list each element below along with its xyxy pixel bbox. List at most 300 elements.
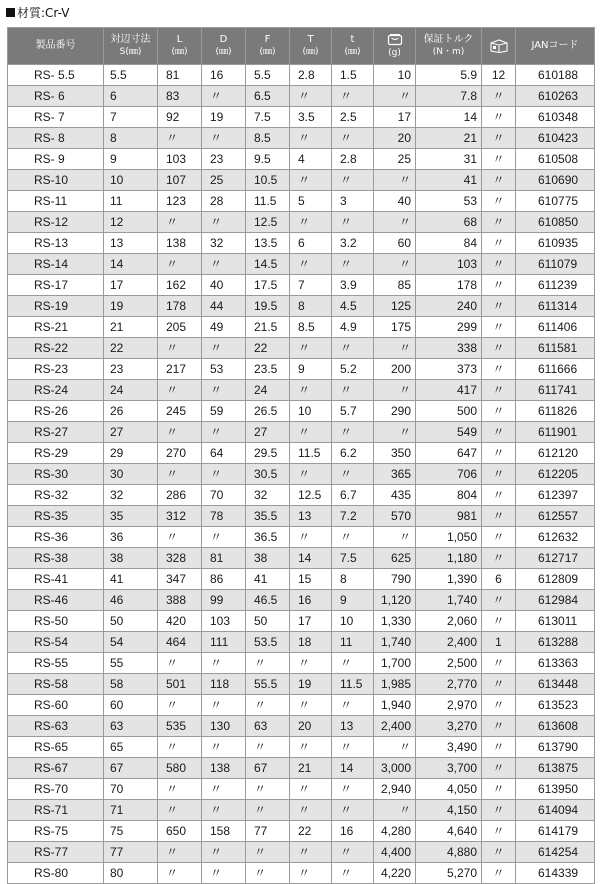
cell-dimension-t-lower: 7.2 bbox=[332, 506, 374, 527]
cell-guaranteed-torque: 84 bbox=[416, 233, 482, 254]
cell-quantity: 〃 bbox=[482, 464, 516, 485]
cell-dimension-t-lower: 〃 bbox=[332, 737, 374, 758]
cell-dimension-t-upper: 3.5 bbox=[290, 107, 332, 128]
cell-product-number: RS-70 bbox=[8, 779, 104, 800]
cell-diameter-d: 111 bbox=[202, 632, 246, 653]
cell-quantity: 〃 bbox=[482, 212, 516, 233]
cell-product-number: RS-32 bbox=[8, 485, 104, 506]
cell-weight: 570 bbox=[374, 506, 416, 527]
cell-dimension-f: 12.5 bbox=[246, 212, 290, 233]
cell-guaranteed-torque: 373 bbox=[416, 359, 482, 380]
cell-dimension-t-upper: 〃 bbox=[290, 737, 332, 758]
cell-dimension-t-upper: 〃 bbox=[290, 842, 332, 863]
cell-jan-code: 610423 bbox=[516, 128, 595, 149]
table-row bbox=[8, 65, 595, 86]
cell-quantity: 〃 bbox=[482, 86, 516, 107]
cell-diameter-d: 59 bbox=[202, 401, 246, 422]
cell-quantity: 6 bbox=[482, 569, 516, 590]
header-t-lower: t (㎜) bbox=[332, 28, 374, 65]
cell-length-l: 〃 bbox=[158, 380, 202, 401]
cell-product-number: RS- 8 bbox=[8, 128, 104, 149]
cell-guaranteed-torque: 706 bbox=[416, 464, 482, 485]
cell-length-l: 81 bbox=[158, 65, 202, 86]
cell-quantity: 〃 bbox=[482, 674, 516, 695]
cell-weight: 〃 bbox=[374, 800, 416, 821]
cell-diameter-d: 〃 bbox=[202, 254, 246, 275]
cell-diameter-d: 78 bbox=[202, 506, 246, 527]
cell-dimension-t-lower: 8 bbox=[332, 569, 374, 590]
cell-length-l: 123 bbox=[158, 191, 202, 212]
cell-guaranteed-torque: 299 bbox=[416, 317, 482, 338]
cell-quantity: 〃 bbox=[482, 359, 516, 380]
cell-length-l: 103 bbox=[158, 149, 202, 170]
cell-dimension-t-lower: 7.5 bbox=[332, 548, 374, 569]
cell-dimension-f: 〃 bbox=[246, 737, 290, 758]
cell-product-number: RS-65 bbox=[8, 737, 104, 758]
cell-dimension-t-upper: 17 bbox=[290, 611, 332, 632]
cell-dimension-f: 46.5 bbox=[246, 590, 290, 611]
cell-product-number: RS-14 bbox=[8, 254, 104, 275]
cell-product-number: RS-63 bbox=[8, 716, 104, 737]
cell-product-number: RS-17 bbox=[8, 275, 104, 296]
table-row bbox=[8, 485, 595, 506]
table-row bbox=[8, 464, 595, 485]
package-box-icon bbox=[489, 39, 509, 53]
cell-diameter-d: 〃 bbox=[202, 695, 246, 716]
cell-width-across-flats: 36 bbox=[104, 527, 158, 548]
cell-diameter-d: 〃 bbox=[202, 422, 246, 443]
cell-quantity: 12 bbox=[482, 65, 516, 86]
table-row bbox=[8, 401, 595, 422]
cell-guaranteed-torque: 14 bbox=[416, 107, 482, 128]
table-row bbox=[8, 422, 595, 443]
cell-length-l: 217 bbox=[158, 359, 202, 380]
cell-dimension-t-lower: 〃 bbox=[332, 842, 374, 863]
table-row bbox=[8, 380, 595, 401]
cell-quantity: 〃 bbox=[482, 233, 516, 254]
cell-jan-code: 614254 bbox=[516, 842, 595, 863]
cell-jan-code: 612205 bbox=[516, 464, 595, 485]
cell-product-number: RS-11 bbox=[8, 191, 104, 212]
cell-dimension-t-lower: 6.2 bbox=[332, 443, 374, 464]
cell-length-l: 〃 bbox=[158, 527, 202, 548]
cell-jan-code: 611901 bbox=[516, 422, 595, 443]
cell-diameter-d: 〃 bbox=[202, 464, 246, 485]
table-row bbox=[8, 863, 595, 884]
cell-guaranteed-torque: 240 bbox=[416, 296, 482, 317]
cell-width-across-flats: 58 bbox=[104, 674, 158, 695]
cell-dimension-t-lower: 〃 bbox=[332, 464, 374, 485]
cell-length-l: 650 bbox=[158, 821, 202, 842]
cell-quantity: 〃 bbox=[482, 653, 516, 674]
cell-length-l: 580 bbox=[158, 758, 202, 779]
cell-jan-code: 612632 bbox=[516, 527, 595, 548]
header-f: F (㎜) bbox=[246, 28, 290, 65]
cell-weight: 1,330 bbox=[374, 611, 416, 632]
table-row bbox=[8, 296, 595, 317]
cell-weight: 350 bbox=[374, 443, 416, 464]
cell-weight: 4,220 bbox=[374, 863, 416, 884]
cell-product-number: RS-23 bbox=[8, 359, 104, 380]
header-l: L (㎜) bbox=[158, 28, 202, 65]
cell-diameter-d: 44 bbox=[202, 296, 246, 317]
cell-dimension-t-lower: 〃 bbox=[332, 380, 374, 401]
cell-weight: 1,120 bbox=[374, 590, 416, 611]
header-width-across-flats: 対辺寸法 S(㎜) bbox=[104, 28, 158, 65]
cell-guaranteed-torque: 3,270 bbox=[416, 716, 482, 737]
cell-jan-code: 613288 bbox=[516, 632, 595, 653]
table-row bbox=[8, 317, 595, 338]
cell-dimension-t-upper: 18 bbox=[290, 632, 332, 653]
cell-weight: 〃 bbox=[374, 254, 416, 275]
cell-diameter-d: 〃 bbox=[202, 128, 246, 149]
cell-product-number: RS-75 bbox=[8, 821, 104, 842]
cell-jan-code: 610690 bbox=[516, 170, 595, 191]
cell-dimension-t-upper: 19 bbox=[290, 674, 332, 695]
cell-guaranteed-torque: 981 bbox=[416, 506, 482, 527]
header-jan-code: JANコード bbox=[516, 28, 595, 65]
cell-guaranteed-torque: 68 bbox=[416, 212, 482, 233]
cell-diameter-d: 〃 bbox=[202, 380, 246, 401]
cell-dimension-t-lower: 〃 bbox=[332, 422, 374, 443]
cell-dimension-t-lower: 3.9 bbox=[332, 275, 374, 296]
table-row bbox=[8, 443, 595, 464]
cell-dimension-t-upper: 〃 bbox=[290, 695, 332, 716]
cell-width-across-flats: 38 bbox=[104, 548, 158, 569]
cell-quantity: 〃 bbox=[482, 317, 516, 338]
table-row bbox=[8, 695, 595, 716]
cell-length-l: 92 bbox=[158, 107, 202, 128]
cell-dimension-t-lower: 〃 bbox=[332, 170, 374, 191]
cell-jan-code: 613523 bbox=[516, 695, 595, 716]
cell-product-number: RS-58 bbox=[8, 674, 104, 695]
cell-length-l: 162 bbox=[158, 275, 202, 296]
cell-length-l: 〃 bbox=[158, 422, 202, 443]
cell-product-number: RS-22 bbox=[8, 338, 104, 359]
cell-dimension-f: 21.5 bbox=[246, 317, 290, 338]
cell-length-l: 〃 bbox=[158, 779, 202, 800]
cell-weight: 〃 bbox=[374, 527, 416, 548]
cell-diameter-d: 138 bbox=[202, 758, 246, 779]
cell-dimension-t-lower: 11 bbox=[332, 632, 374, 653]
cell-diameter-d: 〃 bbox=[202, 737, 246, 758]
cell-dimension-f: 23.5 bbox=[246, 359, 290, 380]
cell-quantity: 〃 bbox=[482, 296, 516, 317]
cell-guaranteed-torque: 4,150 bbox=[416, 800, 482, 821]
cell-diameter-d: 〃 bbox=[202, 653, 246, 674]
cell-weight: 〃 bbox=[374, 422, 416, 443]
cell-dimension-t-upper: 12.5 bbox=[290, 485, 332, 506]
table-row bbox=[8, 716, 595, 737]
cell-dimension-t-upper: 13 bbox=[290, 506, 332, 527]
cell-dimension-t-lower: 13 bbox=[332, 716, 374, 737]
cell-quantity: 〃 bbox=[482, 254, 516, 275]
cell-jan-code: 610508 bbox=[516, 149, 595, 170]
cell-quantity: 〃 bbox=[482, 821, 516, 842]
cell-guaranteed-torque: 31 bbox=[416, 149, 482, 170]
table-row bbox=[8, 212, 595, 233]
cell-dimension-t-upper: 〃 bbox=[290, 779, 332, 800]
cell-jan-code: 611079 bbox=[516, 254, 595, 275]
cell-quantity: 〃 bbox=[482, 149, 516, 170]
cell-diameter-d: 〃 bbox=[202, 779, 246, 800]
cell-guaranteed-torque: 5.9 bbox=[416, 65, 482, 86]
cell-width-across-flats: 50 bbox=[104, 611, 158, 632]
cell-weight: 290 bbox=[374, 401, 416, 422]
cell-dimension-t-lower: 10 bbox=[332, 611, 374, 632]
cell-dimension-t-lower: 6.7 bbox=[332, 485, 374, 506]
cell-dimension-t-lower: 〃 bbox=[332, 800, 374, 821]
cell-weight: 435 bbox=[374, 485, 416, 506]
cell-quantity: 〃 bbox=[482, 863, 516, 884]
table-row bbox=[8, 590, 595, 611]
cell-width-across-flats: 26 bbox=[104, 401, 158, 422]
cell-length-l: 178 bbox=[158, 296, 202, 317]
cell-diameter-d: 〃 bbox=[202, 863, 246, 884]
cell-weight: 625 bbox=[374, 548, 416, 569]
cell-guaranteed-torque: 549 bbox=[416, 422, 482, 443]
cell-diameter-d: 32 bbox=[202, 233, 246, 254]
cell-dimension-t-upper: 〃 bbox=[290, 170, 332, 191]
cell-width-across-flats: 35 bbox=[104, 506, 158, 527]
cell-dimension-t-upper: 11.5 bbox=[290, 443, 332, 464]
header-weight: (g) bbox=[374, 28, 416, 65]
cell-product-number: RS-80 bbox=[8, 863, 104, 884]
cell-jan-code: 610850 bbox=[516, 212, 595, 233]
cell-length-l: 270 bbox=[158, 443, 202, 464]
table-row bbox=[8, 632, 595, 653]
cell-dimension-t-lower: 1.5 bbox=[332, 65, 374, 86]
cell-dimension-t-upper: 8.5 bbox=[290, 317, 332, 338]
table-row bbox=[8, 611, 595, 632]
cell-length-l: 501 bbox=[158, 674, 202, 695]
cell-length-l: 245 bbox=[158, 401, 202, 422]
cell-jan-code: 613790 bbox=[516, 737, 595, 758]
cell-length-l: 286 bbox=[158, 485, 202, 506]
cell-jan-code: 611826 bbox=[516, 401, 595, 422]
cell-weight: 1,740 bbox=[374, 632, 416, 653]
cell-dimension-t-lower: 〃 bbox=[332, 86, 374, 107]
cell-guaranteed-torque: 417 bbox=[416, 380, 482, 401]
cell-dimension-t-upper: 〃 bbox=[290, 800, 332, 821]
cell-dimension-t-lower: 16 bbox=[332, 821, 374, 842]
cell-dimension-f: 22 bbox=[246, 338, 290, 359]
cell-dimension-t-lower: 4.5 bbox=[332, 296, 374, 317]
cell-dimension-t-upper: 〃 bbox=[290, 653, 332, 674]
cell-dimension-t-upper: 9 bbox=[290, 359, 332, 380]
cell-width-across-flats: 8 bbox=[104, 128, 158, 149]
cell-width-across-flats: 46 bbox=[104, 590, 158, 611]
cell-weight: 4,280 bbox=[374, 821, 416, 842]
cell-width-across-flats: 55 bbox=[104, 653, 158, 674]
cell-length-l: 〃 bbox=[158, 128, 202, 149]
cell-dimension-t-lower: 〃 bbox=[332, 695, 374, 716]
cell-dimension-f: 32 bbox=[246, 485, 290, 506]
cell-dimension-t-lower: 3.2 bbox=[332, 233, 374, 254]
cell-dimension-t-lower: 14 bbox=[332, 758, 374, 779]
cell-diameter-d: 86 bbox=[202, 569, 246, 590]
cell-product-number: RS-21 bbox=[8, 317, 104, 338]
cell-dimension-t-upper: 6 bbox=[290, 233, 332, 254]
cell-dimension-f: 7.5 bbox=[246, 107, 290, 128]
cell-weight: 40 bbox=[374, 191, 416, 212]
cell-quantity: 〃 bbox=[482, 275, 516, 296]
table-row bbox=[8, 86, 595, 107]
cell-width-across-flats: 9 bbox=[104, 149, 158, 170]
cell-guaranteed-torque: 4,050 bbox=[416, 779, 482, 800]
cell-dimension-f: 17.5 bbox=[246, 275, 290, 296]
cell-quantity: 〃 bbox=[482, 380, 516, 401]
cell-jan-code: 612984 bbox=[516, 590, 595, 611]
cell-dimension-t-lower: 〃 bbox=[332, 527, 374, 548]
cell-length-l: 〃 bbox=[158, 653, 202, 674]
cell-dimension-f: 6.5 bbox=[246, 86, 290, 107]
cell-dimension-f: 29.5 bbox=[246, 443, 290, 464]
cell-dimension-f: 38 bbox=[246, 548, 290, 569]
cell-jan-code: 613950 bbox=[516, 779, 595, 800]
cell-product-number: RS-67 bbox=[8, 758, 104, 779]
cell-guaranteed-torque: 4,880 bbox=[416, 842, 482, 863]
cell-dimension-t-upper: 〃 bbox=[290, 212, 332, 233]
cell-dimension-f: 〃 bbox=[246, 695, 290, 716]
cell-jan-code: 611741 bbox=[516, 380, 595, 401]
cell-length-l: 107 bbox=[158, 170, 202, 191]
cell-width-across-flats: 22 bbox=[104, 338, 158, 359]
cell-weight: 200 bbox=[374, 359, 416, 380]
cell-quantity: 〃 bbox=[482, 506, 516, 527]
cell-diameter-d: 16 bbox=[202, 65, 246, 86]
cell-product-number: RS-13 bbox=[8, 233, 104, 254]
cell-diameter-d: 28 bbox=[202, 191, 246, 212]
table-row bbox=[8, 527, 595, 548]
cell-quantity: 〃 bbox=[482, 590, 516, 611]
cell-diameter-d: 40 bbox=[202, 275, 246, 296]
cell-dimension-f: 5.5 bbox=[246, 65, 290, 86]
cell-diameter-d: 70 bbox=[202, 485, 246, 506]
cell-diameter-d: 19 bbox=[202, 107, 246, 128]
cell-dimension-t-upper: 〃 bbox=[290, 128, 332, 149]
cell-product-number: RS-24 bbox=[8, 380, 104, 401]
cell-dimension-f: 〃 bbox=[246, 800, 290, 821]
cell-quantity: 〃 bbox=[482, 548, 516, 569]
cell-width-across-flats: 24 bbox=[104, 380, 158, 401]
cell-product-number: RS-35 bbox=[8, 506, 104, 527]
cell-jan-code: 611406 bbox=[516, 317, 595, 338]
cell-quantity: 〃 bbox=[482, 527, 516, 548]
cell-weight: 〃 bbox=[374, 170, 416, 191]
cell-width-across-flats: 63 bbox=[104, 716, 158, 737]
cell-jan-code: 610935 bbox=[516, 233, 595, 254]
cell-length-l: 388 bbox=[158, 590, 202, 611]
table-row bbox=[8, 569, 595, 590]
cell-width-across-flats: 70 bbox=[104, 779, 158, 800]
cell-diameter-d: 81 bbox=[202, 548, 246, 569]
cell-dimension-t-upper: 4 bbox=[290, 149, 332, 170]
cell-weight: 365 bbox=[374, 464, 416, 485]
cell-product-number: RS-29 bbox=[8, 443, 104, 464]
cell-width-across-flats: 32 bbox=[104, 485, 158, 506]
cell-product-number: RS-71 bbox=[8, 800, 104, 821]
table-row bbox=[8, 674, 595, 695]
cell-guaranteed-torque: 178 bbox=[416, 275, 482, 296]
cell-weight: 790 bbox=[374, 569, 416, 590]
cell-length-l: 〃 bbox=[158, 695, 202, 716]
cell-diameter-d: 〃 bbox=[202, 212, 246, 233]
table-row bbox=[8, 548, 595, 569]
header-row bbox=[8, 28, 595, 65]
cell-length-l: 328 bbox=[158, 548, 202, 569]
cell-width-across-flats: 13 bbox=[104, 233, 158, 254]
cell-product-number: RS-55 bbox=[8, 653, 104, 674]
cell-width-across-flats: 14 bbox=[104, 254, 158, 275]
cell-quantity: 〃 bbox=[482, 170, 516, 191]
cell-guaranteed-torque: 500 bbox=[416, 401, 482, 422]
cell-guaranteed-torque: 338 bbox=[416, 338, 482, 359]
cell-diameter-d: 49 bbox=[202, 317, 246, 338]
cell-jan-code: 610348 bbox=[516, 107, 595, 128]
cell-diameter-d: 158 bbox=[202, 821, 246, 842]
cell-jan-code: 612557 bbox=[516, 506, 595, 527]
cell-dimension-t-upper: 16 bbox=[290, 590, 332, 611]
cell-jan-code: 610188 bbox=[516, 65, 595, 86]
cell-length-l: 〃 bbox=[158, 212, 202, 233]
cell-jan-code: 614094 bbox=[516, 800, 595, 821]
cell-dimension-t-upper: 2.8 bbox=[290, 65, 332, 86]
cell-dimension-f: 53.5 bbox=[246, 632, 290, 653]
cell-jan-code: 614179 bbox=[516, 821, 595, 842]
table-row bbox=[8, 149, 595, 170]
cell-diameter-d: 99 bbox=[202, 590, 246, 611]
cell-weight: 85 bbox=[374, 275, 416, 296]
cell-diameter-d: 〃 bbox=[202, 86, 246, 107]
cell-jan-code: 610263 bbox=[516, 86, 595, 107]
cell-jan-code: 611581 bbox=[516, 338, 595, 359]
cell-width-across-flats: 29 bbox=[104, 443, 158, 464]
cell-dimension-t-lower: 3 bbox=[332, 191, 374, 212]
cell-dimension-t-upper: 〃 bbox=[290, 86, 332, 107]
cell-dimension-f: 24 bbox=[246, 380, 290, 401]
cell-dimension-t-upper: 〃 bbox=[290, 863, 332, 884]
cell-width-across-flats: 5.5 bbox=[104, 65, 158, 86]
cell-dimension-t-upper: 5 bbox=[290, 191, 332, 212]
cell-guaranteed-torque: 647 bbox=[416, 443, 482, 464]
cell-guaranteed-torque: 5,270 bbox=[416, 863, 482, 884]
cell-diameter-d: 〃 bbox=[202, 527, 246, 548]
cell-dimension-t-upper: 14 bbox=[290, 548, 332, 569]
cell-guaranteed-torque: 1,180 bbox=[416, 548, 482, 569]
cell-product-number: RS-27 bbox=[8, 422, 104, 443]
cell-guaranteed-torque: 4,640 bbox=[416, 821, 482, 842]
cell-weight: 〃 bbox=[374, 737, 416, 758]
cell-width-across-flats: 27 bbox=[104, 422, 158, 443]
cell-weight: 1,700 bbox=[374, 653, 416, 674]
cell-weight: 3,000 bbox=[374, 758, 416, 779]
cell-product-number: RS-38 bbox=[8, 548, 104, 569]
table-row bbox=[8, 653, 595, 674]
cell-length-l: 464 bbox=[158, 632, 202, 653]
cell-weight: 2,940 bbox=[374, 779, 416, 800]
cell-width-across-flats: 23 bbox=[104, 359, 158, 380]
cell-product-number: RS- 5.5 bbox=[8, 65, 104, 86]
cell-weight: 〃 bbox=[374, 86, 416, 107]
cell-dimension-t-upper: 21 bbox=[290, 758, 332, 779]
cell-dimension-f: 9.5 bbox=[246, 149, 290, 170]
cell-dimension-t-upper: 22 bbox=[290, 821, 332, 842]
cell-dimension-t-upper: 10 bbox=[290, 401, 332, 422]
table-row bbox=[8, 107, 595, 128]
cell-guaranteed-torque: 21 bbox=[416, 128, 482, 149]
cell-guaranteed-torque: 2,970 bbox=[416, 695, 482, 716]
